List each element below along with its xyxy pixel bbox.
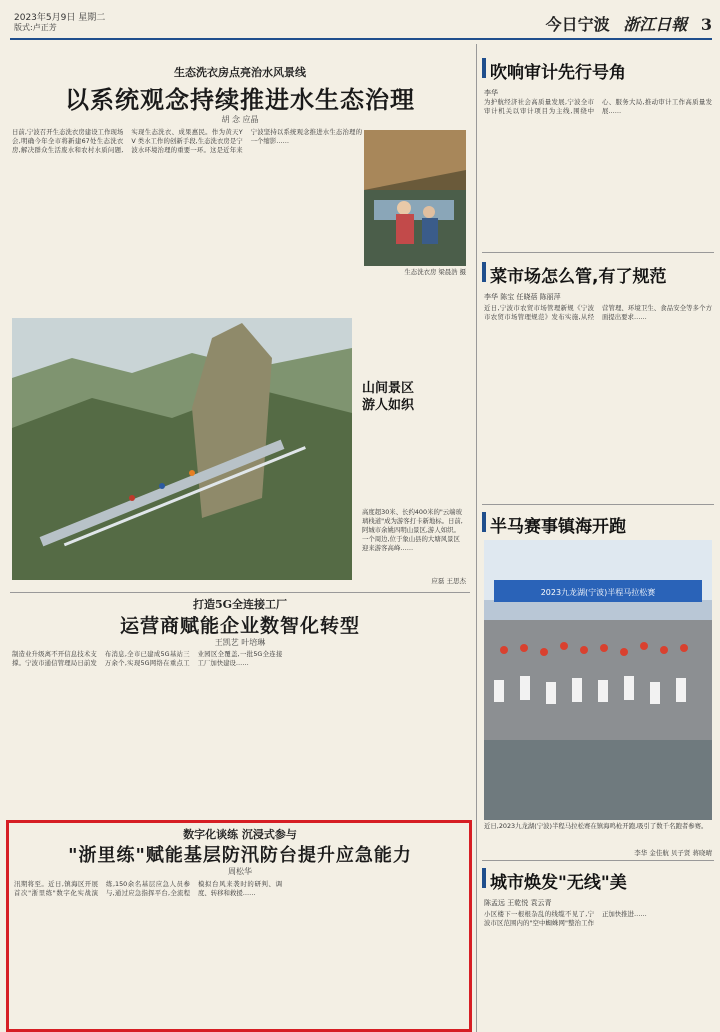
mountain-caption: 高度超30米、长约400米的"云端玻璃栈道"成为游客打卡新地标。日前,阿城市余姚四明山景区,游人如织。一个周边,位于象山县的大塘风景区迎来游客高峰…… (362, 508, 463, 552)
top-story-headline: 以系统观念持续推进水生态治理 (65, 86, 415, 114)
page-header (0, 0, 720, 40)
bottom-story-headline: "浙里练"赋能基层防汛防台提升应急能力 (68, 845, 412, 866)
audit-body: 为护航经济社会高质量发展,宁波全市审计机关以审计项目为主线,围绕中心、服务大局,推动审计工作高质量发展…… (484, 98, 712, 115)
section-name: 今日宁波 (545, 15, 610, 34)
audit-author: 李华 (484, 89, 498, 97)
wireless-title-bar (482, 868, 486, 888)
top-story-byline: 胡 念 应晶 (221, 115, 259, 124)
laundry-photo (364, 130, 466, 266)
mountain-photo (12, 318, 352, 580)
market-body: 近日,宁波市农贸市场管理新规《宁波市农贸市场管理规范》发布实施,从经营管理、环境卫生、食品安全等多个方面提出要求…… (484, 304, 712, 321)
overlay-line-2: 游人如织 (362, 398, 415, 413)
bottom-story-body: 汛期将至。近日,镇海区开展首次"浙里练"数字化实战演练,150余名基层应急人员参与,通过应急指挥平台,全流程模拟台风来袭时的研判、调度、转移和救援…… (14, 880, 282, 897)
top-story-body: 日前,宁波召开生态洗衣房建设工作现场会,明确今年全市将新建67处生态洗衣房,解决群众生活废水和农村水质问题,实现生态洗衣、成果惠民。作为黄天Y V 类水工作的创新手段,生态洗衣房是宁波水环境治理的重要一环。这是近年来宁波坚持以系统观念推进水生态治理的一个缩影…… (12, 128, 362, 154)
divider (10, 592, 470, 593)
divider (482, 504, 714, 505)
top-story-kicker: 生态洗衣房点亮治水风景线 (174, 66, 306, 79)
marathon-credit: 李华 金佳航 贝子贤 蒋晓晴 (634, 849, 712, 857)
mid-story-kicker: 打造5G全连接工厂 (192, 598, 288, 611)
marathon-caption: 近日,2023九龙湖(宁波)半程马拉松赛在镇海鸣枪开跑,吸引了数千名跑者参赛。 (484, 822, 708, 830)
mountain-overlay-title (362, 380, 462, 414)
newspaper-logo: 浙江日報 (623, 15, 688, 34)
divider (482, 252, 714, 253)
header-rule (10, 38, 712, 40)
mountain-photo-credit: 应磊 王思杰 (431, 577, 466, 585)
column-divider (476, 44, 477, 1032)
marathon-title: 半马赛事镇海开跑 (490, 517, 626, 537)
audit-title: 吹响审计先行号角 (490, 63, 626, 83)
edition-credit: 版式:卢正芳 (14, 23, 57, 32)
mid-story-body: 制造业升级离不开信息技术支撑。宁波市通信管理局日前发布消息,全市已建成5G基站三万余个,实现5G网络在重点工业园区全覆盖,一批5G全连接工厂加快建设…… (12, 650, 283, 667)
issue-date: 2023年5月9日 星期二 (14, 13, 106, 23)
bottom-story-byline: 周松华 (228, 867, 252, 876)
market-title-bar (482, 262, 486, 282)
market-title: 菜市场怎么管,有了规范 (490, 267, 667, 287)
divider (482, 860, 714, 861)
audit-title-bar (482, 58, 486, 78)
market-author: 李华 陈宝 任晓蓓 陈丽萍 (484, 293, 561, 301)
section-masthead (546, 12, 712, 35)
wireless-body: 小区楼下一根根杂乱的线缆不见了,宁波市区范围内的"空中蜘蛛网"整治工作正加快推进…… (484, 910, 647, 927)
overlay-line-1: 山间景区 (362, 381, 415, 396)
mid-story-headline: 运营商赋能企业数智化转型 (119, 615, 360, 637)
wireless-author: 陈孟远 王乾悦 袁云青 (484, 899, 552, 907)
marathon-banner: 2023九龙湖(宁波)半程马拉松赛 (540, 588, 656, 597)
marathon-title-bar (482, 512, 486, 532)
laundry-photo-caption: 生态洗衣房 梁晨浩 摄 (404, 268, 466, 276)
mid-story-byline: 王凯艺 叶培琳 (214, 638, 266, 647)
bottom-story-kicker: 数字化谈练 沉浸式参与 (183, 828, 297, 841)
wireless-title: 城市焕发"无线"美 (490, 873, 627, 893)
page-number: 3 (700, 15, 712, 34)
